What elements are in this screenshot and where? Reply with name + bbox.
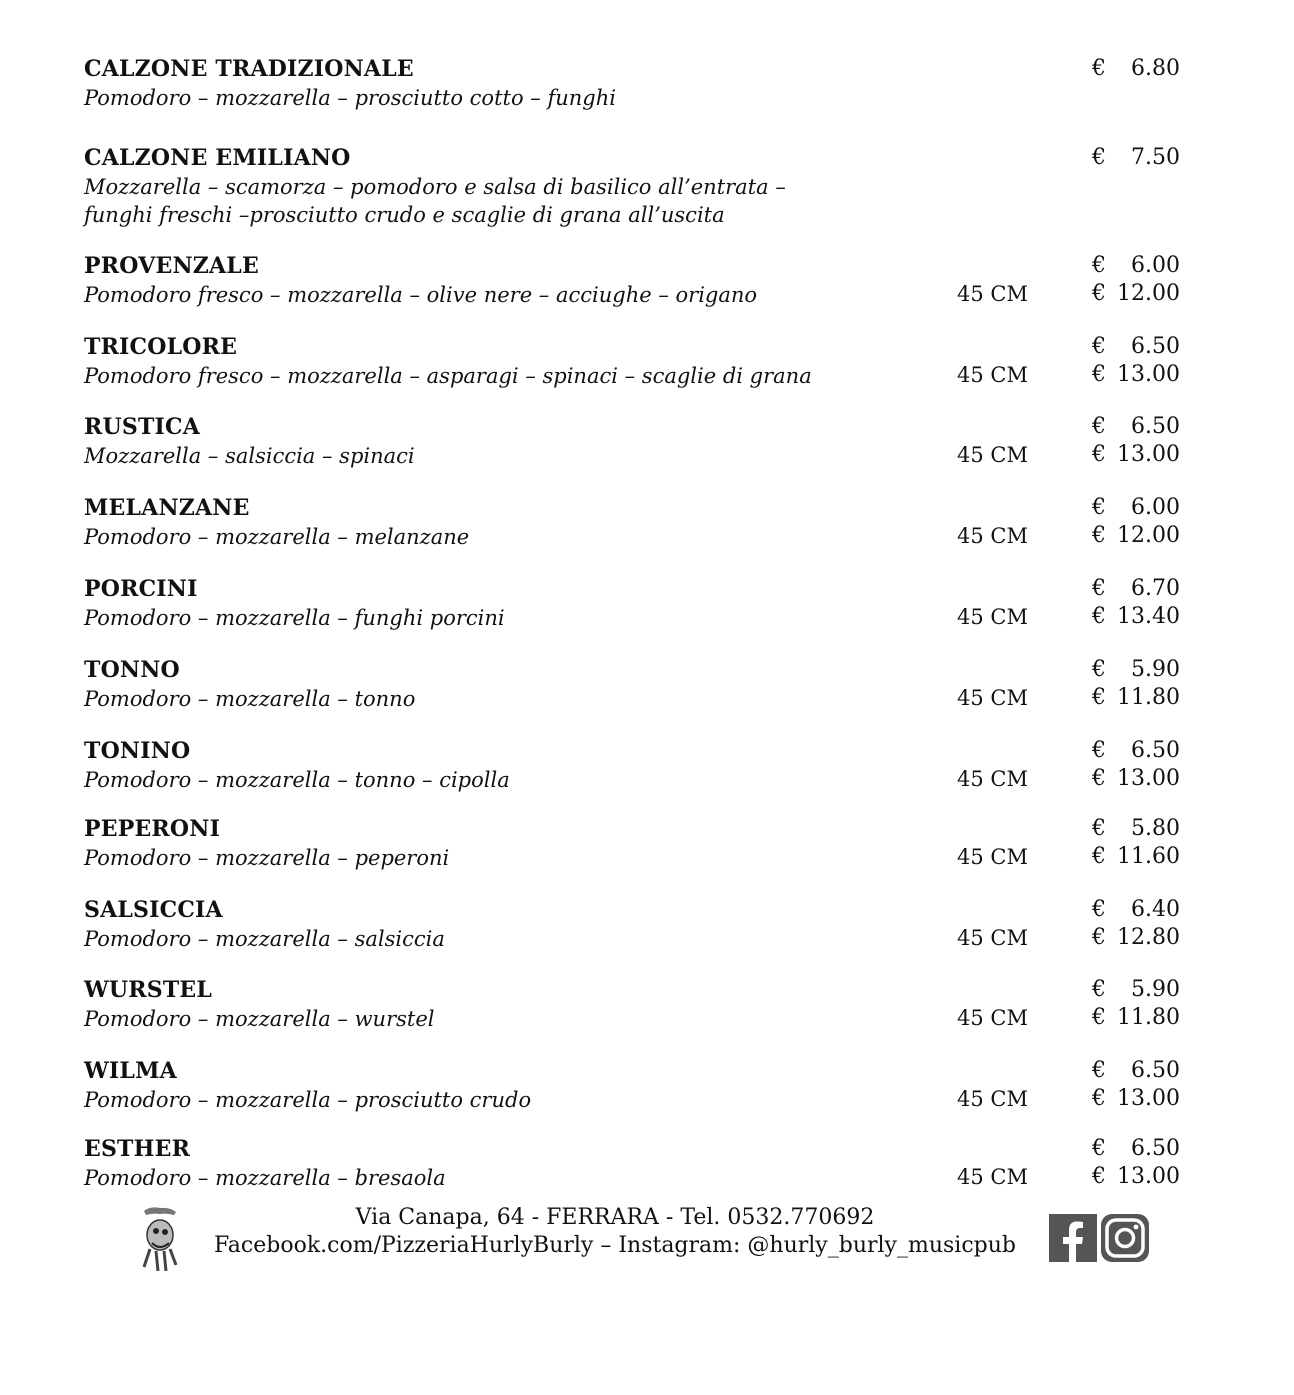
price-amount: 6.50 (1131, 738, 1180, 763)
menu-item-description: Pomodoro – mozzarella – bresaola (84, 1166, 446, 1190)
menu-item-price (1092, 56, 1180, 81)
pizzeria-mascot-logo (136, 1205, 182, 1273)
currency-symbol: € (1092, 253, 1106, 278)
price-amount: 11.60 (1117, 844, 1180, 869)
menu-item-price (1092, 253, 1180, 278)
price-amount: 6.80 (1131, 56, 1180, 81)
currency-symbol: € (1092, 281, 1106, 306)
menu-item-size: 45 CM (957, 845, 1028, 869)
menu-item-price-45cm (1092, 281, 1180, 306)
menu-item-size: 45 CM (957, 282, 1028, 306)
menu-item-description: Pomodoro – mozzarella – prosciutto crudo (84, 1088, 532, 1112)
currency-symbol: € (1092, 334, 1106, 359)
menu-item-size: 45 CM (957, 767, 1028, 791)
currency-symbol: € (1092, 576, 1106, 601)
menu-item-price (1092, 897, 1180, 922)
price-amount: 13.00 (1117, 442, 1180, 467)
price-amount: 6.00 (1131, 495, 1180, 520)
menu-item-price (1092, 576, 1180, 601)
menu-item-size: 45 CM (957, 1165, 1028, 1189)
price-amount: 13.00 (1117, 1086, 1180, 1111)
currency-symbol: € (1092, 1058, 1106, 1083)
menu-item-price (1092, 334, 1180, 359)
price-amount: 6.50 (1131, 334, 1180, 359)
menu-item-description: Pomodoro – mozzarella – salsiccia (84, 927, 445, 951)
menu-item-price-45cm (1092, 766, 1180, 791)
menu-item-price (1092, 657, 1180, 682)
menu-item-name: WURSTEL (84, 977, 213, 1003)
menu-item-price-45cm (1092, 362, 1180, 387)
menu-item-description: Pomodoro – mozzarella – prosciutto cotto – funghi (84, 86, 616, 110)
menu-item-name: TONNO (84, 657, 180, 683)
menu-item-description: Pomodoro – mozzarella – peperoni (84, 846, 450, 870)
currency-symbol: € (1092, 977, 1106, 1002)
menu-item-size: 45 CM (957, 363, 1028, 387)
menu-item-name: CALZONE TRADIZIONALE (84, 56, 414, 82)
menu-item-price (1092, 977, 1180, 1002)
menu-item-name: PEPERONI (84, 816, 221, 842)
menu-item-name: CALZONE EMILIANO (84, 145, 351, 171)
price-amount: 13.40 (1117, 604, 1180, 629)
currency-symbol: € (1092, 685, 1106, 710)
currency-symbol: € (1092, 1005, 1106, 1030)
currency-symbol: € (1092, 1164, 1106, 1189)
menu-item-name: PORCINI (84, 576, 198, 602)
menu-item-size: 45 CM (957, 1006, 1028, 1030)
menu-item-price-45cm (1092, 1086, 1180, 1111)
facebook-icon[interactable] (1049, 1214, 1097, 1262)
menu-item-price-45cm (1092, 1005, 1180, 1030)
currency-symbol: € (1092, 1086, 1106, 1111)
menu-item-description: Pomodoro – mozzarella – tonno (84, 687, 416, 711)
currency-symbol: € (1092, 362, 1106, 387)
menu-item-price (1092, 816, 1180, 841)
menu-item-price-45cm (1092, 523, 1180, 548)
menu-item-name: TRICOLORE (84, 334, 238, 360)
footer-address: Via Canapa, 64 - FERRARA - Tel. 0532.770692 (355, 1205, 875, 1230)
menu-item-description: Mozzarella – scamorza – pomodoro e salsa di basilico all’entrata – (84, 175, 786, 199)
menu-item-price-45cm (1092, 1164, 1180, 1189)
menu-item-name: WILMA (84, 1058, 177, 1084)
menu-item-size: 45 CM (957, 686, 1028, 710)
price-amount: 6.70 (1131, 576, 1180, 601)
menu-item-name: SALSICCIA (84, 897, 223, 923)
currency-symbol: € (1092, 145, 1106, 170)
menu-item-price (1092, 1136, 1180, 1161)
menu-item-price (1092, 1058, 1180, 1083)
price-amount: 11.80 (1117, 1005, 1180, 1030)
menu-item-description: Mozzarella – salsiccia – spinaci (84, 444, 415, 468)
currency-symbol: € (1092, 495, 1106, 520)
price-amount: 5.90 (1131, 657, 1180, 682)
price-amount: 12.00 (1117, 281, 1180, 306)
price-amount: 6.00 (1131, 253, 1180, 278)
menu-item-price-45cm (1092, 604, 1180, 629)
menu-item-size: 45 CM (957, 605, 1028, 629)
price-amount: 5.80 (1131, 816, 1180, 841)
currency-symbol: € (1092, 442, 1106, 467)
menu-item-price-45cm (1092, 844, 1180, 869)
menu-item-size: 45 CM (957, 443, 1028, 467)
menu-item-price (1092, 495, 1180, 520)
price-amount: 6.50 (1131, 1136, 1180, 1161)
menu-item-description: Pomodoro fresco – mozzarella – olive nere – acciughe – origano (84, 283, 758, 307)
instagram-icon[interactable] (1101, 1214, 1149, 1262)
price-amount: 7.50 (1131, 145, 1180, 170)
currency-symbol: € (1092, 523, 1106, 548)
menu-item-description: Pomodoro – mozzarella – tonno – cipolla (84, 768, 510, 792)
menu-item-size: 45 CM (957, 524, 1028, 548)
price-amount: 12.00 (1117, 523, 1180, 548)
currency-symbol: € (1092, 657, 1106, 682)
menu-item-description: funghi freschi –prosciutto crudo e scaglie di grana all’uscita (84, 203, 725, 227)
menu-item-price-45cm (1092, 685, 1180, 710)
footer-social: Facebook.com/PizzeriaHurlyBurly – Instagram: @hurly_burly_musicpub (214, 1233, 1016, 1258)
currency-symbol: € (1092, 1136, 1106, 1161)
price-amount: 6.50 (1131, 1058, 1180, 1083)
menu-item-price (1092, 145, 1180, 170)
price-amount: 13.00 (1117, 766, 1180, 791)
currency-symbol: € (1092, 844, 1106, 869)
currency-symbol: € (1092, 897, 1106, 922)
menu-item-size: 45 CM (957, 926, 1028, 950)
menu-item-description: Pomodoro fresco – mozzarella – asparagi – spinaci – scaglie di grana (84, 364, 812, 388)
currency-symbol: € (1092, 738, 1106, 763)
price-amount: 13.00 (1117, 1164, 1180, 1189)
menu-item-description: Pomodoro – mozzarella – wurstel (84, 1007, 435, 1031)
price-amount: 12.80 (1117, 925, 1180, 950)
currency-symbol: € (1092, 816, 1106, 841)
menu-item-size: 45 CM (957, 1087, 1028, 1111)
menu-item-name: TONINO (84, 738, 191, 764)
price-amount: 6.40 (1131, 897, 1180, 922)
currency-symbol: € (1092, 766, 1106, 791)
menu-item-name: PROVENZALE (84, 253, 259, 279)
menu-item-name: ESTHER (84, 1136, 191, 1162)
price-amount: 5.90 (1131, 977, 1180, 1002)
currency-symbol: € (1092, 56, 1106, 81)
price-amount: 6.50 (1131, 414, 1180, 439)
menu-item-name: MELANZANE (84, 495, 250, 521)
menu-item-price (1092, 414, 1180, 439)
price-amount: 11.80 (1117, 685, 1180, 710)
currency-symbol: € (1092, 925, 1106, 950)
currency-symbol: € (1092, 414, 1106, 439)
currency-symbol: € (1092, 604, 1106, 629)
menu-item-description: Pomodoro – mozzarella – melanzane (84, 525, 470, 549)
menu-item-description: Pomodoro – mozzarella – funghi porcini (84, 606, 505, 630)
menu-item-name: RUSTICA (84, 414, 200, 440)
menu-item-price (1092, 738, 1180, 763)
menu-item-price-45cm (1092, 925, 1180, 950)
price-amount: 13.00 (1117, 362, 1180, 387)
menu-item-price-45cm (1092, 442, 1180, 467)
